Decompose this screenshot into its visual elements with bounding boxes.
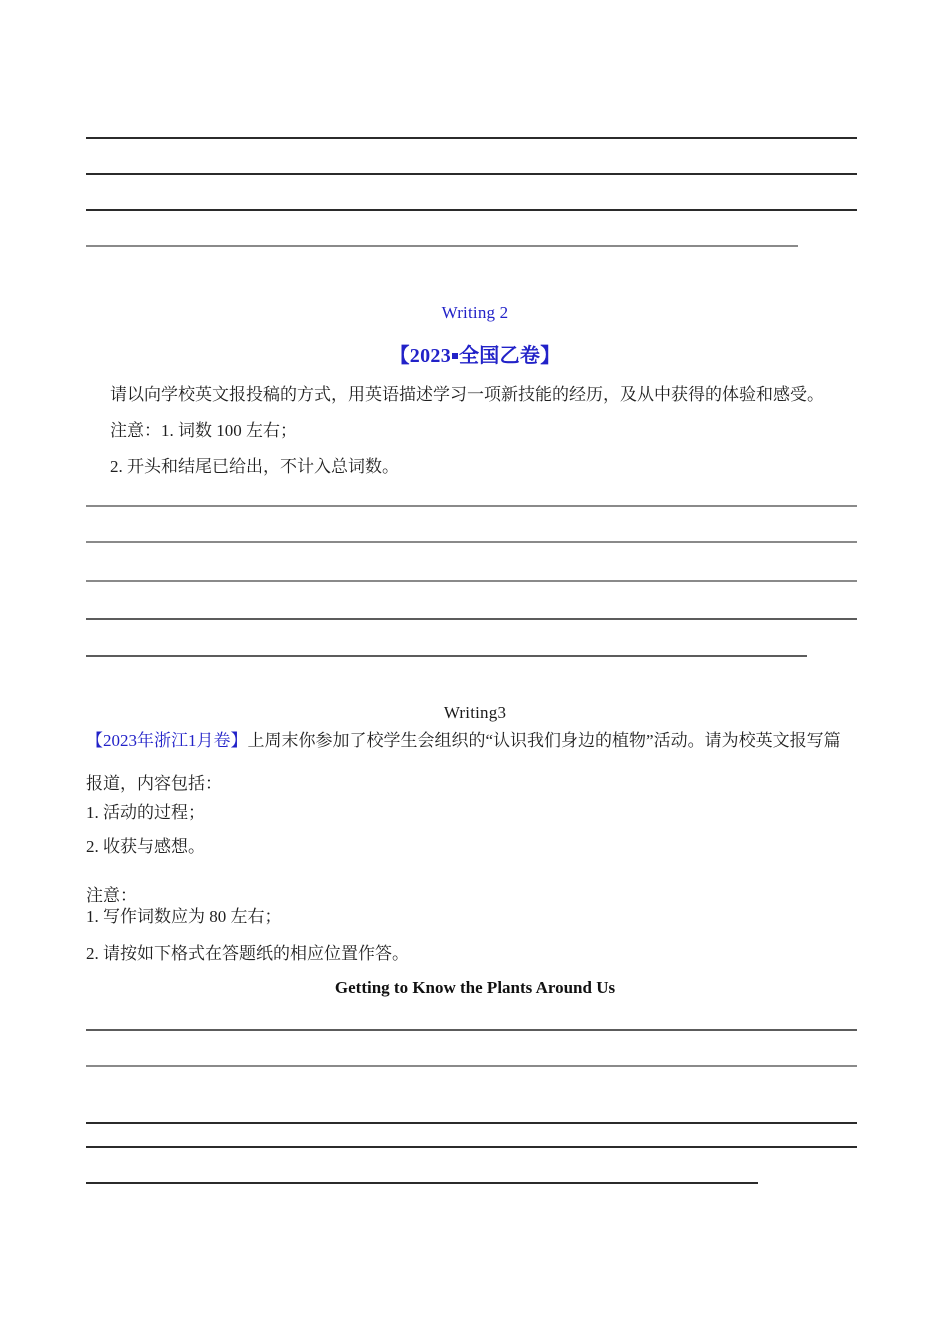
writing3-notice-2: 2. 请按如下格式在答题纸的相应位置作答。 (86, 944, 409, 963)
writing3-prompt-rest: 上周末你参加了校学生会组织的“认识我们身边的植物”活动。请为校英文报写篇 (247, 731, 841, 750)
writing3-prompt-line2: 报道，内容包括： (86, 774, 222, 793)
writing3-notice-1: 1. 写作词数应为 80 左右； (86, 907, 282, 926)
answer-line (86, 209, 857, 211)
answer-line (86, 1029, 857, 1031)
writing2-exam-tag-prefix: 【2023 (389, 345, 451, 367)
writing2-label: Writing 2 (441, 303, 509, 322)
writing3-item-2: 2. 收获与感想。 (86, 837, 205, 856)
writing2-prompt: 请以向学校英文报投稿的方式，用英语描述学习一项新技能的经历，及从中获得的体验和感受。 (110, 385, 824, 404)
writing3-exam-tag: 【2023年浙江1月卷】 (86, 731, 248, 750)
writing3-prompt-line1 (86, 729, 841, 753)
answer-line (86, 505, 857, 507)
answer-line (86, 245, 798, 247)
writing2-exam-tag-suffix: 全国乙卷】 (459, 345, 561, 367)
answer-line (86, 655, 807, 657)
writing3-notice-label: 注意： (86, 886, 137, 905)
writing2-note-2: 2. 开头和结尾已给出，不计入总词数。 (110, 457, 399, 476)
answer-line (86, 1146, 857, 1148)
answer-line (86, 618, 857, 620)
answer-line (86, 137, 857, 139)
answer-line (86, 580, 857, 582)
writing2-note-1: 注意：1. 词数 100 左右； (110, 421, 297, 440)
answer-line (86, 1065, 857, 1067)
writing3-label: Writing3 (443, 703, 507, 722)
answer-line (86, 173, 857, 175)
answer-line (86, 541, 857, 543)
writing3-english-title: Getting to Know the Plants Around Us (334, 978, 616, 997)
square-separator-icon (452, 353, 458, 359)
answer-line (86, 1182, 758, 1184)
writing3-item-1: 1. 活动的过程； (86, 803, 205, 822)
answer-line (86, 1122, 857, 1124)
writing2-exam-tag (0, 339, 950, 368)
